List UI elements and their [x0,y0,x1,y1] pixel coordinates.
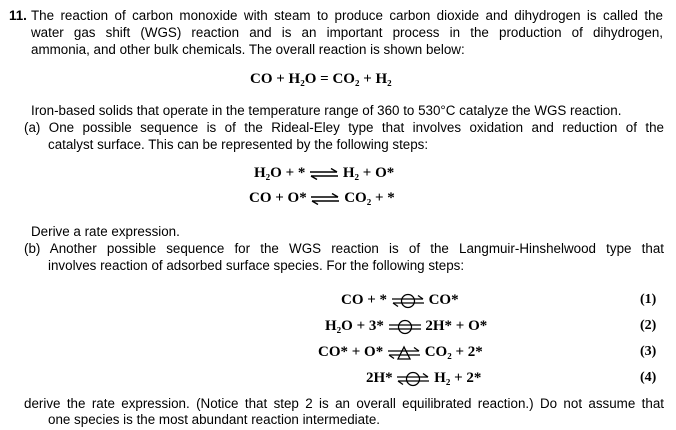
closing-line-1: derive the rate expression. (Notice that step 2 is an overall equilibrated reaction.) Do not assume that [24,396,664,411]
part-b-step-3: CO* + O* CO₂ + 2* [318,344,483,360]
equilibrium-arrow-icon [309,168,339,180]
intro-line-2: water gas shift (WGS) reaction and is an important process in the production of dihydrogen, [31,25,663,40]
catalyst-line: Iron-based solids that operate in the temperature range of 360 to 530°C catalyze the WGS reaction. [31,103,622,118]
part-a-step-1: H₂O + * H₂ + O* [254,165,395,181]
circled-double-line-icon [388,319,422,335]
closing-line-2: one species is the most abundant reaction intermediate. [48,412,380,427]
step-number-2: (2) [640,318,657,333]
step-number-1: (1) [640,292,657,307]
part-a-instruction: Derive a rate expression. [31,224,180,239]
part-a-step-2: CO + O* CO₂ + * [249,190,395,206]
equilibrium-arrow-icon [310,193,340,205]
intro-line-3: ammonia, and other bulk chemicals. The overall reaction is shown below: [31,42,465,57]
part-b-line-2: involves reaction of adsorbed surface species. For the following steps: [48,258,465,273]
overall-reaction: CO + H₂O = CO₂ + H₂ [250,71,392,87]
part-b-line-1: (b) Another possible sequence for the WGS reaction is of the Langmuir-Hinshelwood type that [24,241,664,256]
part-a-line-2: catalyst surface. This can be represented by the following steps: [48,137,429,152]
part-b-step-1: CO + * CO* [341,292,459,308]
circled-equilibrium-arrow-icon [391,293,425,309]
intro-line-1: The reaction of carbon monoxide with steam to produce carbon dioxide and dihydrogen is called the [31,8,663,23]
problem-number: 11. [9,8,27,23]
step-number-4: (4) [640,370,657,385]
part-b-step-4: 2H* H₂ + 2* [366,370,482,386]
part-a-line-1: (a) One possible sequence is of the Rideal-Eley type that involves oxidation and reduction of the [24,120,664,135]
circled-equilibrium-arrow-icon [396,371,430,387]
triangle-equilibrium-arrow-icon [387,345,421,361]
step-number-3: (3) [640,344,657,359]
part-b-step-2: H₂O + 3* 2H* + O* [325,318,488,334]
